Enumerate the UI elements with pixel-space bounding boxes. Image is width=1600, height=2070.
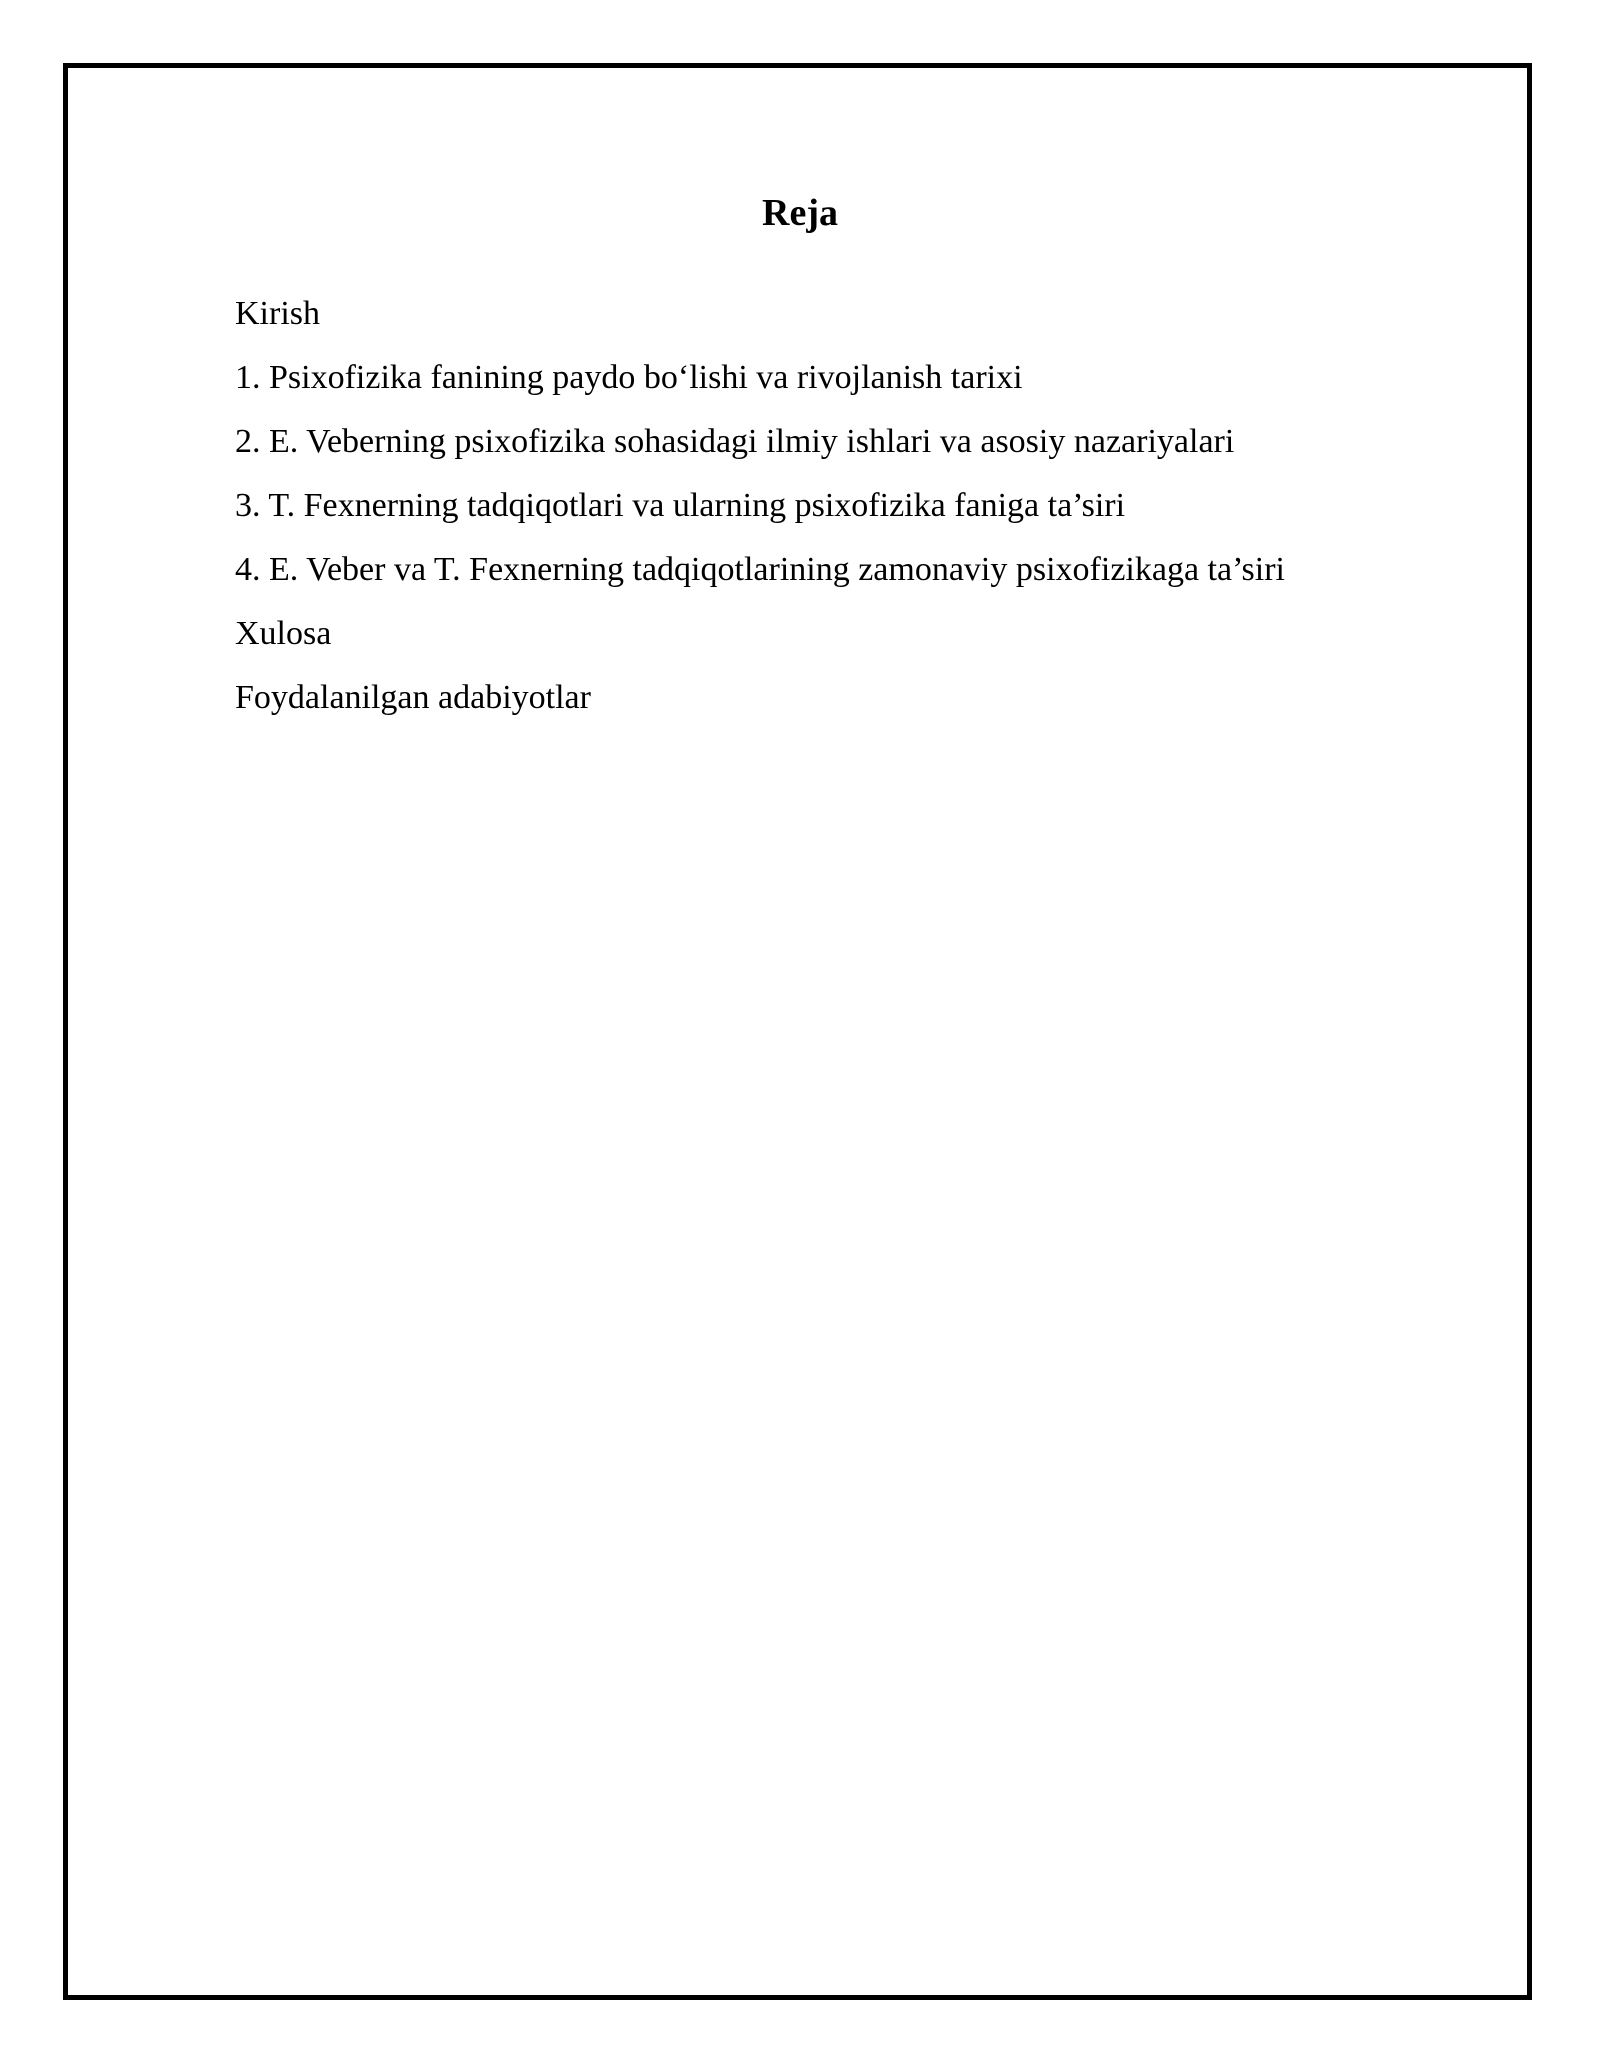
plan-item-introduction: Kirish [235, 295, 320, 332]
plan-item-2: 2. E. Veberning psixofizika sohasidagi ilmiy ishlari va asosiy nazariyalari [235, 423, 1235, 460]
plan-list [235, 290, 1335, 738]
page-title: Reja [762, 192, 838, 234]
plan-item-conclusion: Xulosa [235, 615, 332, 652]
plan-item-3: 3. T. Fexnerning tadqiqotlari va ularning psixofizika faniga ta’siri [235, 487, 1126, 524]
plan-item-references: Foydalanilgan adabiyotlar [235, 679, 591, 716]
plan-item-4: 4. E. Veber va T. Fexnerning tadqiqotlarining zamonaviy psixofizikaga ta’siri [235, 551, 1285, 588]
plan-item-1: 1. Psixofizika fanining paydo bo‘lishi va rivojlanish tarixi [235, 359, 1023, 396]
